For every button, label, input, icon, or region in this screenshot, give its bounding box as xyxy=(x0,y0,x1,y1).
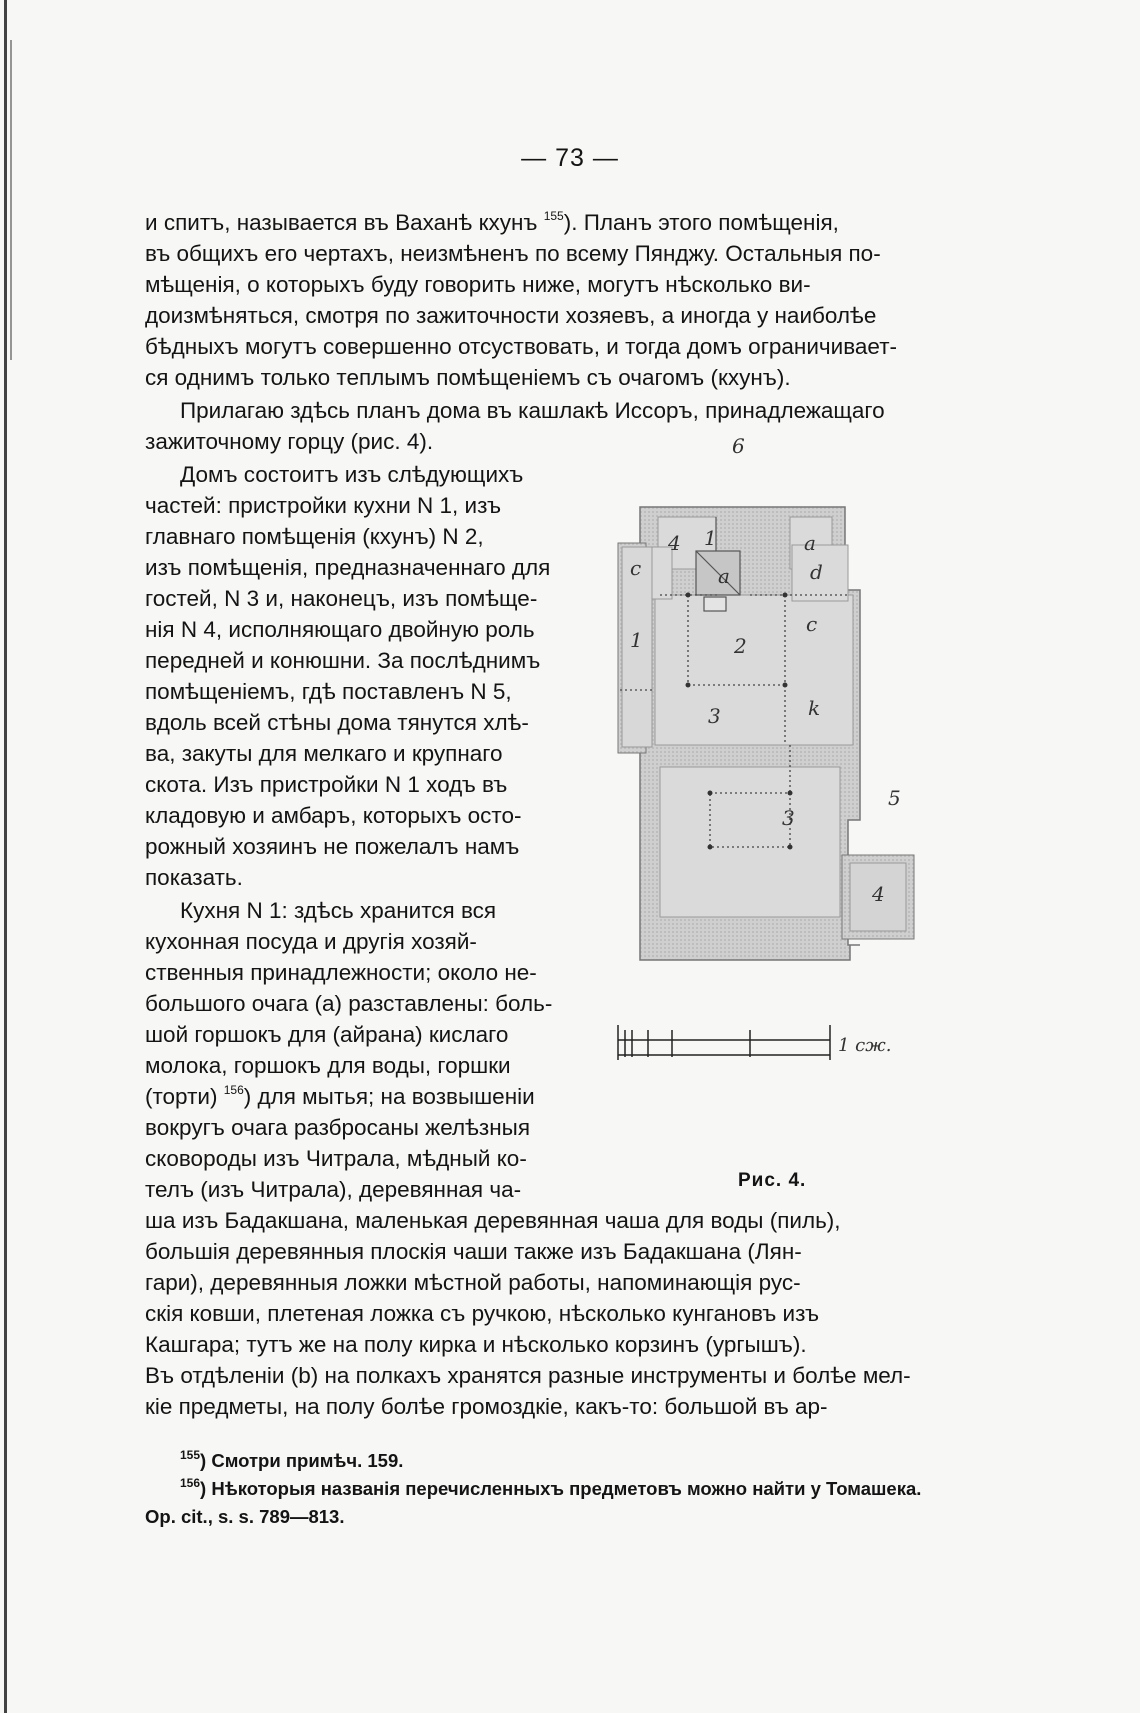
room-label: 6 xyxy=(732,434,745,458)
text-line: телъ (изъ Читрала), деревянная ча- xyxy=(145,1177,522,1202)
text-line: вдоль всей стѣны дома тянутся хлѣ- xyxy=(145,710,529,735)
text-line: изъ помѣщенія, предназначеннаго для xyxy=(145,555,551,580)
text-line: кладовую и амбаръ, которыхъ осто- xyxy=(145,803,522,828)
room-label: a xyxy=(718,564,730,588)
room-label: d xyxy=(810,560,823,584)
text-line: большія деревянныя плоскія чаши также изъ Бадакшана (Лян- xyxy=(145,1239,802,1264)
text-line: (торти) $^{156}$) для мытья; на возвышеніи xyxy=(145,1083,535,1109)
post xyxy=(708,791,713,796)
room-label: 3 xyxy=(708,704,721,728)
post xyxy=(783,593,788,598)
footnote-continuation: Op. cit., s. s. 789—813. xyxy=(145,1506,345,1527)
text-line: ственныя принадлежности; около не- xyxy=(145,960,537,985)
text-line: зажиточному горцу (рис. 4). xyxy=(145,429,434,454)
text-line: нія N 4, исполняющаго двойную роль xyxy=(145,617,535,642)
binding-shadow xyxy=(10,40,12,360)
page-number: — 73 — xyxy=(521,144,619,172)
text-line: Кашгара; тутъ же на полу кирка и нѣсколько корзинъ (ургышъ). xyxy=(145,1332,807,1357)
room-label: 4 xyxy=(668,531,681,555)
post xyxy=(788,845,793,850)
text-line: молока, горшокъ для воды, горшки xyxy=(145,1053,511,1078)
room-label: c xyxy=(630,556,642,580)
footnote: $^{155}$) Смотри примѣч. 159. xyxy=(180,1448,404,1471)
text-line: вокругъ очага разбросаны желѣзныя xyxy=(145,1115,531,1140)
text-line: Кухня N 1: здѣсь хранится вся xyxy=(180,898,497,923)
text-line: ша изъ Бадакшана, маленькая деревянная чаша для воды (пиль), xyxy=(145,1208,841,1233)
post xyxy=(788,791,793,796)
post xyxy=(708,845,713,850)
text-line: скія ковши, плетеная ложка съ ручкою, нѣсколько кунгановъ изъ xyxy=(145,1301,820,1326)
room-guest xyxy=(660,767,840,917)
footnote-ref: 155 xyxy=(543,209,564,223)
text-line: бѣдныхъ могутъ совершенно отсуствовать, и тогда домъ ограничивает- xyxy=(145,334,897,359)
text-line: Въ отдѣленіи (b) на полкахъ хранятся разные инструменты и болѣе мел- xyxy=(145,1363,911,1388)
footnote-ref: 156 xyxy=(223,1083,244,1097)
room-label: 5 xyxy=(888,786,901,810)
text-line: показать. xyxy=(145,865,243,890)
text-line: Домъ состоитъ изъ слѣдующихъ xyxy=(180,462,524,487)
room-label: c xyxy=(806,612,818,636)
post xyxy=(783,683,788,688)
room-label: k xyxy=(808,696,821,720)
room-label: a xyxy=(804,531,816,555)
text-line: шой горшокъ для (айрана) кислаго xyxy=(145,1022,509,1047)
footnote: $^{156}$) Нѣкоторыя названія перечисленныхъ предметовъ можно найти у Томашека. xyxy=(180,1476,922,1499)
text-line: ся однимъ только теплымъ помѣщеніемъ съ очагомъ (кхунъ). xyxy=(145,365,791,390)
text-line: рожный хозяинъ не пожелалъ намъ xyxy=(145,834,520,859)
floor-plan-figure xyxy=(600,434,940,1175)
text-line: ва, закуты для мелкаго и крупнаго xyxy=(145,741,503,766)
room-label: 3 xyxy=(782,806,795,830)
text-line: и спитъ, называется въ Ваханѣ кхунъ $^{155}$). Планъ этого помѣщенія, xyxy=(145,209,839,235)
room-label: 2 xyxy=(734,634,747,658)
text-line: Прилагаю здѣсь планъ дома въ кашлакѣ Иссоръ, принадлежащаго xyxy=(180,398,885,423)
text-line: кіе предметы, на полу болѣе громоздкіе, какъ-то: большой въ ар- xyxy=(145,1394,828,1419)
scale-bar xyxy=(618,1025,830,1060)
text-line: доизмѣняться, смотря по зажиточности хозяевъ, а иногда у наиболѣе xyxy=(145,303,877,328)
text-line: главнаго помѣщенія (кхунъ) N 2, xyxy=(145,524,484,549)
text-line: частей: пристройки кухни N 1, изъ xyxy=(145,493,502,518)
post xyxy=(686,593,691,598)
post xyxy=(686,683,691,688)
text-line: кухонная посуда и другія хозяй- xyxy=(145,929,477,954)
room-label: 1 xyxy=(630,628,643,652)
figure-caption: Рис. 4. xyxy=(738,1170,807,1191)
text-line: помѣщеніемъ, гдѣ поставленъ N 5, xyxy=(145,679,512,704)
room-label: 1 xyxy=(704,526,717,550)
room-label: 4 xyxy=(872,882,885,906)
text-line: скота. Изъ пристройки N 1 ходъ въ xyxy=(145,772,508,797)
text-line: передней и конюшни. За послѣднимъ xyxy=(145,648,541,673)
scale-label: 1 сж. xyxy=(838,1035,892,1056)
text-line: гостей, N 3 и, наконецъ, изъ помѣще- xyxy=(145,586,538,611)
text-line: гари), деревянныя ложки мѣстной работы, напоминающія рус- xyxy=(145,1270,801,1295)
text-line: большого очага (а) разставлены: боль- xyxy=(145,991,553,1016)
hearth-base xyxy=(704,597,726,611)
text-line: въ общихъ его чертахъ, неизмѣненъ по всему Пянджу. Остальныя по- xyxy=(145,241,881,266)
room-main xyxy=(655,595,853,745)
text-line: мѣщенія, о которыхъ буду говорить ниже, могутъ нѣсколько ви- xyxy=(145,272,811,297)
binding-edge xyxy=(4,0,7,1713)
text-line: сковороды изъ Читрала, мѣдный ко- xyxy=(145,1146,527,1171)
